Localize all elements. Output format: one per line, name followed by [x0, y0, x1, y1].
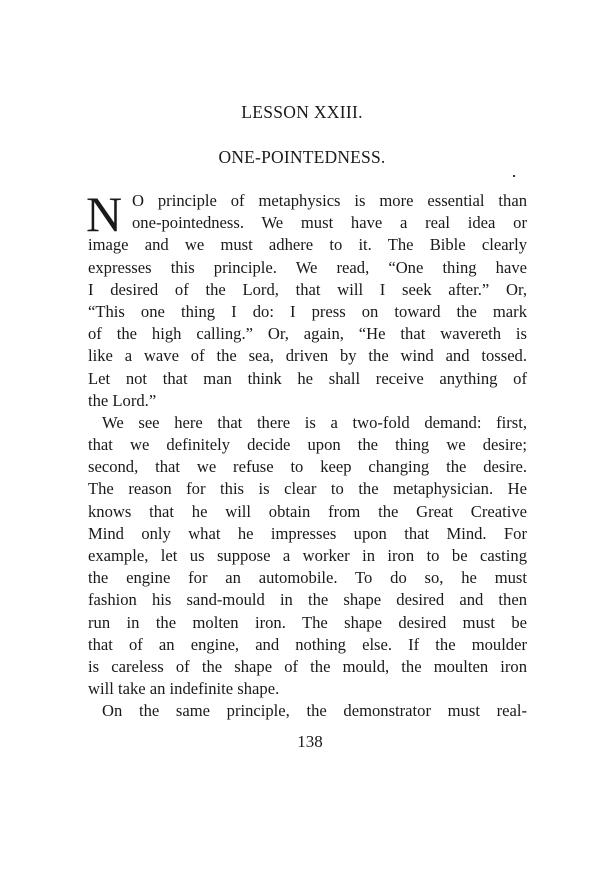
text-line: fashion his sand-mould in the shape desired and then [88, 590, 527, 610]
text-line: Let not that man think he shall receive anything of [88, 368, 527, 388]
chapter-title: ONE-POINTEDNESS. [218, 147, 386, 167]
text-line: is careless of the shape of the mould, the moulten iron [88, 656, 527, 676]
text-line: like a wave of the sea, driven by the wind and tossed. [88, 346, 527, 366]
lesson-heading: LESSON XXIII. [241, 102, 363, 122]
text-line: knows that he will obtain from the Great Creative [88, 501, 527, 521]
text-line: of the high calling.” Or, again, “He that wavereth is [88, 324, 527, 344]
text-line: We see here that there is a two-fold demand: first, [102, 412, 527, 432]
text-line: the Lord.” [88, 390, 157, 410]
drop-cap: N [86, 186, 123, 242]
text-line: one-pointedness. We must have a real idea or [132, 213, 527, 233]
text-line: the engine for an automobile. To do so, he must [88, 568, 527, 588]
text-line: second, that we refuse to keep changing the desire. [88, 457, 527, 477]
text-line: O principle of metaphysics is more essential than [132, 191, 527, 210]
page-number: 138 [297, 732, 323, 751]
text-line: “This one thing I do: I press on toward the mark [88, 301, 527, 321]
text-line: expresses this principle. We read, “One thing have [88, 257, 527, 277]
text-line: that of an engine, and nothing else. If the moulder [88, 634, 527, 654]
text-line: I desired of the Lord, that will I seek after.” Or, [88, 279, 527, 299]
speck [513, 175, 515, 177]
text-line: example, let us suppose a worker in iron to be casting [88, 546, 527, 565]
text-line: run in the molten iron. The shape desired must be [88, 612, 527, 632]
body-text [86, 186, 527, 723]
text-line: that we definitely decide upon the thing we desire; [88, 435, 527, 455]
text-line: image and we must adhere to it. The Bible clearly [88, 235, 527, 255]
text-line: On the same principle, the demonstrator must real- [102, 701, 527, 721]
text-line: The reason for this is clear to the metaphysician. He [88, 479, 527, 499]
text-line: Mind only what he impresses upon that Mind. For [88, 523, 527, 543]
text-line: will take an indefinite shape. [88, 679, 280, 699]
